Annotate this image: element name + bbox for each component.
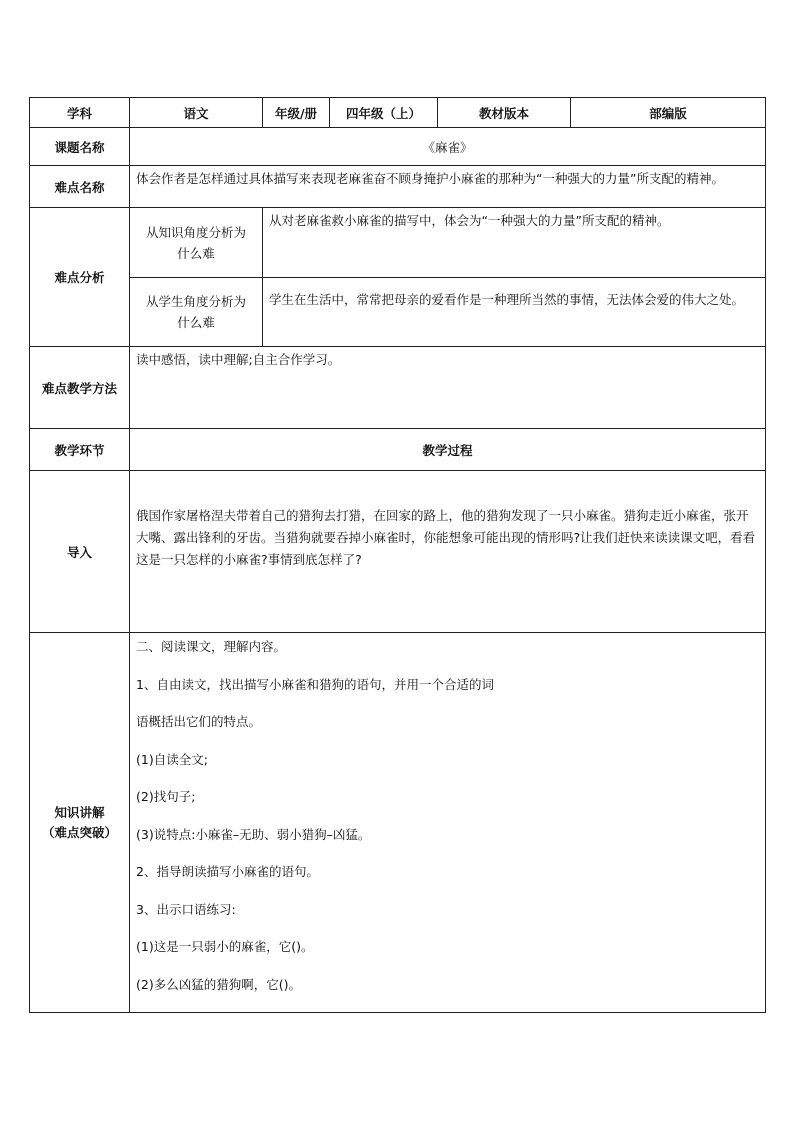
edition-value: 部编版 xyxy=(571,98,766,128)
intro-row xyxy=(30,471,766,633)
student-angle-label: 从学生角度分析为什么难 xyxy=(130,278,263,347)
lesson-row xyxy=(30,128,766,166)
knowledge-label-line1: 知识讲解 xyxy=(54,804,105,820)
knowledge-angle-label: 从知识角度分析为什么难 xyxy=(130,208,263,278)
analysis-row-knowledge xyxy=(30,208,766,278)
knowledge-line: (2)找句子; xyxy=(136,789,196,804)
knowledge-row xyxy=(30,633,766,1013)
knowledge-label-line2: （难点突破） xyxy=(41,824,117,840)
difficulty-row xyxy=(30,166,766,208)
method-row xyxy=(30,347,766,429)
knowledge-line: (1)这是一只弱小的麻雀，它()。 xyxy=(136,939,314,954)
knowledge-line: 3、出示口语练习: xyxy=(136,901,236,917)
method-text: 读中感悟，读中理解;自主合作学习。 xyxy=(130,347,766,429)
header-row xyxy=(30,98,766,128)
process-header-row xyxy=(30,429,766,471)
knowledge-line: 二、阅读课文，理解内容。 xyxy=(136,639,287,654)
method-label: 难点教学方法 xyxy=(30,347,130,429)
analysis-label: 难点分析 xyxy=(30,208,130,347)
subject-value: 语文 xyxy=(130,98,263,128)
process-title: 教学过程 xyxy=(130,429,766,471)
lesson-title: 《麻雀》 xyxy=(130,128,766,166)
knowledge-line: 2、指导朗读描写小麻雀的语句。 xyxy=(136,864,319,879)
lesson-label: 课题名称 xyxy=(30,128,130,166)
knowledge-line: (3)说特点:小麻雀–无助、弱小猎狗–凶猛。 xyxy=(136,826,371,842)
knowledge-line: 语概括出它们的特点。 xyxy=(136,714,262,729)
intro-text: 俄国作家屠格涅夫带着自己的猎狗去打猎，在回家的路上，他的猎狗发现了一只小麻雀。猎狗走近小麻雀，张开大嘴、露出锋利的牙齿。当猎狗就要吞掉小麻雀时，你能想象可能出现的情形吗?让我们赶快来读读课文吧，看看这是一只怎样的小麻雀?事情到底怎样了? xyxy=(130,471,766,633)
knowledge-angle-text: 从对老麻雀救小麻雀的描写中，体会为“一种强大的力量”所支配的精神。 xyxy=(263,208,766,278)
knowledge-content xyxy=(130,633,766,1013)
difficulty-text: 体会作者是怎样通过具体描写来表现老麻雀奋不顾身掩护小麻雀的那种为“一种强大的力量”所支配的精神。 xyxy=(130,166,766,208)
difficulty-label: 难点名称 xyxy=(30,166,130,208)
subject-label: 学科 xyxy=(30,98,130,128)
student-angle-text: 学生在生活中，常常把母亲的爱看作是一种理所当然的事情，无法体会爱的伟大之处。 xyxy=(263,278,766,347)
edition-label: 教材版本 xyxy=(438,98,571,128)
grade-label: 年级/册 xyxy=(263,98,330,128)
intro-label: 导入 xyxy=(30,471,130,633)
knowledge-line: 1、自由读文，找出描写小麻雀和猎狗的语句，并用一个合适的词 xyxy=(136,676,494,692)
lesson-plan-table xyxy=(29,97,766,1013)
grade-value: 四年级（上） xyxy=(330,98,438,128)
knowledge-line: (2)多么凶猛的猎狗啊，它()。 xyxy=(136,976,301,992)
knowledge-line: (1)自读全文; xyxy=(136,751,208,767)
process-stage-label: 教学环节 xyxy=(30,429,130,471)
knowledge-section-label xyxy=(30,633,130,1013)
analysis-row-student xyxy=(30,278,766,347)
